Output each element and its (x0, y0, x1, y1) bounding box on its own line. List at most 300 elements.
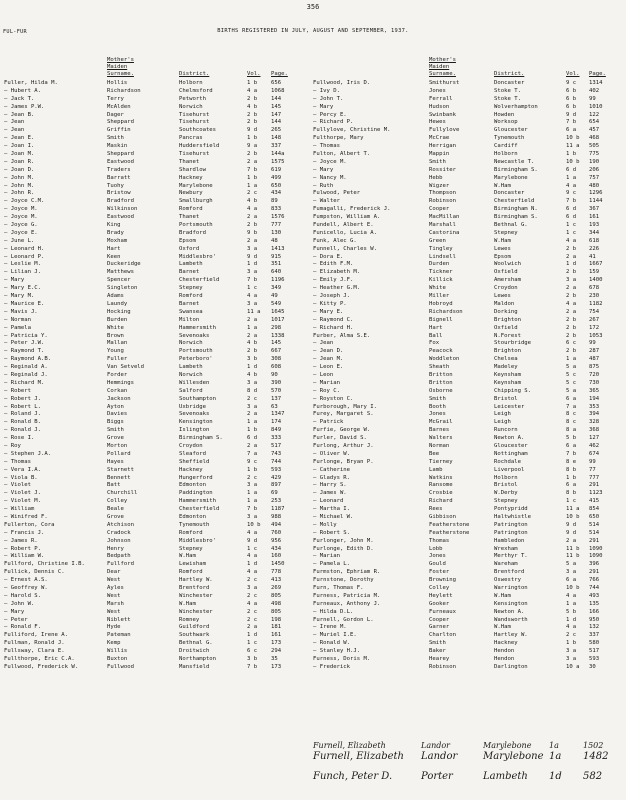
entry-name: — Reginald J. (4, 371, 48, 378)
entry-page: 413 (271, 577, 282, 584)
entry-vol: 2 b (566, 348, 577, 355)
entry-vol: 4 a (566, 300, 577, 307)
entry-page: 144a (271, 151, 285, 158)
table-row (313, 293, 623, 301)
table-row (4, 601, 307, 609)
table-row (313, 467, 623, 475)
table-row (4, 151, 307, 159)
entry-page: 1450 (271, 561, 285, 568)
entry-page: 1144 (589, 198, 603, 205)
entry-district: Lambeth (179, 261, 203, 268)
entry-mother-surname: Terry (107, 95, 124, 102)
entry-district: Portsmouth (179, 222, 213, 229)
entry-vol: 4 a (247, 293, 258, 300)
entry-page: 287 (589, 348, 600, 355)
entry-mother-surname: Garner (429, 624, 450, 631)
entry-page: 267 (589, 316, 600, 323)
table-row (4, 364, 307, 372)
entry-page: 89 (271, 198, 278, 205)
entry-page: 580 (589, 640, 600, 647)
entry-mother-surname: Green (429, 237, 446, 244)
entry-name: — Mary (4, 608, 25, 615)
entry-page: 730 (589, 379, 600, 386)
entry-page: 99 (589, 340, 596, 347)
entry-name: — Lilian J. (4, 269, 42, 276)
entry-name: — Muriel I.E. (313, 632, 357, 639)
entry-district: Salford (179, 387, 203, 394)
entry-page: 49 (271, 293, 278, 300)
entry-vol: 1 c (247, 285, 258, 292)
entry-page: 137 (271, 395, 282, 402)
entry-district: Keynsham (494, 371, 521, 378)
entry-name: — John T. (313, 95, 344, 102)
entry-vol: 9 d (566, 111, 577, 118)
table-row (4, 372, 307, 380)
table-row (313, 538, 623, 546)
table-row (4, 190, 307, 198)
entry-name: — Vera I.A. (4, 466, 42, 473)
entry-page: 1090 (589, 553, 603, 560)
entry-vol: 6 d (247, 435, 258, 442)
table-row (313, 514, 623, 522)
entry-page: 291 (589, 482, 600, 489)
entry-page: 30 (589, 663, 596, 670)
entry-page: 35 (271, 656, 278, 663)
entry-name: — Richard M. (4, 379, 45, 386)
table-row (313, 427, 623, 435)
entry-district: Romney (179, 616, 200, 623)
entry-name: — Stanley H.J. (313, 648, 361, 655)
entry-name: — Joseph J. (313, 293, 351, 300)
table-row (4, 222, 307, 230)
entry-mother-surname: Bee (429, 450, 440, 457)
entry-name: — Winifred F. (4, 513, 48, 520)
entry-vol: 7 b (566, 198, 577, 205)
entry-name: Fumagalli, Frederick J. (313, 206, 391, 213)
entry-vol: 8 d (247, 387, 258, 394)
entry-vol: 5 c (566, 379, 577, 386)
entry-district: Stepney (494, 498, 518, 505)
entry-name: — Pamela (4, 324, 31, 331)
table-row (313, 285, 623, 293)
entry-page: 743 (271, 450, 282, 457)
entry-vol: 1 b (247, 80, 258, 86)
table-row (313, 624, 623, 632)
entry-page: 988 (271, 513, 282, 520)
table-row (4, 451, 307, 459)
entry-page: 127 (589, 435, 600, 442)
table-row (313, 301, 623, 309)
entry-mother-surname: Peacock (429, 348, 453, 355)
entry-page: 190 (589, 158, 600, 165)
table-row (313, 593, 623, 601)
handwritten-row (313, 751, 623, 771)
table-row (4, 553, 307, 561)
entry-name: — Richard H. (313, 324, 354, 331)
table-row (313, 380, 623, 388)
entry-vol: 9 c (566, 80, 577, 86)
entry-district: Thanet (179, 214, 200, 221)
entry-name: — Peter (4, 616, 28, 623)
entry-mother-surname: Featherstone (429, 521, 470, 528)
entry-mother-surname: Starnett (107, 466, 134, 473)
entry-mother-surname: Lamb (429, 466, 443, 473)
entry-district: Oxfield (494, 269, 518, 276)
entry-vol: 3 a (247, 269, 258, 276)
entry-page: 394 (589, 411, 600, 418)
entry-vol: 6 d (566, 166, 577, 173)
entry-name: Furey, Margaret S. (313, 411, 374, 418)
entry-page: 41 (589, 253, 596, 260)
entry-name: — Leslie M. (4, 261, 42, 268)
entry-district: Hartley W. (179, 577, 213, 584)
entry-name: — Reginald A. (4, 364, 48, 371)
entry-vol: 8 c (566, 411, 577, 418)
entry-name: Fullthorpe, Eric C.A. (4, 656, 75, 663)
entry-page: 1338 (271, 332, 285, 339)
entry-page: 173 (271, 640, 282, 647)
entry-mother-surname: Griffin (107, 127, 131, 134)
entry-page: 298 (271, 324, 282, 331)
table-row (313, 656, 623, 664)
entry-mother-surname: Cradock (107, 529, 131, 536)
entry-mother-surname: Tingley (429, 245, 453, 252)
entry-district: Tynemouth (494, 135, 525, 142)
entry-mother-surname: Forder (107, 371, 128, 378)
entry-page: 122 (589, 111, 600, 118)
entry-district: Sevenoaks (179, 332, 210, 339)
table-row (4, 411, 307, 419)
entry-mother-surname: Maskin (107, 143, 128, 150)
entry-name: — Ruth (313, 182, 334, 189)
table-row (4, 609, 307, 617)
entry-district: Hammersmith (179, 324, 217, 331)
entry-name: Fullylove, Christine M. (313, 127, 391, 134)
entry-vol: 4 a (247, 529, 258, 536)
entry-name: — Jean (4, 127, 25, 134)
entry-vol: 7 b (247, 506, 258, 513)
entry-mother-surname: Robinson (429, 198, 456, 205)
entry-name: — Patricia Y. (4, 332, 48, 339)
handwritten-vol: 1a (549, 741, 559, 750)
entry-name: — Stephen J.A. (4, 450, 52, 457)
table-row (4, 632, 307, 640)
entry-name: Fullsway, Clara E. (4, 648, 65, 655)
entry-district: Newton A. (494, 435, 525, 442)
entry-district: Sevenoaks (179, 411, 210, 418)
entry-vol: 9 a (247, 143, 258, 150)
entry-mother-surname: Beale (107, 506, 124, 513)
entry-district: Stepney (494, 229, 518, 236)
entry-mother-surname: Fox (429, 340, 440, 347)
entry-vol: 2 b (247, 111, 258, 118)
table-row (4, 546, 307, 554)
entry-mother-surname: Grove (107, 435, 124, 442)
entry-mother-surname: Hollis (107, 80, 128, 86)
entry-vol: 2 c (247, 577, 258, 584)
entry-page: 194 (589, 395, 600, 402)
entry-vol: 9 d (247, 537, 258, 544)
table-row (4, 624, 307, 632)
entry-page: 1667 (589, 261, 603, 268)
table-row (313, 159, 623, 167)
entry-district: Holborn (494, 474, 518, 481)
entry-vol: 9 b (247, 229, 258, 236)
table-row (313, 419, 623, 427)
entry-district: Chesterfield (494, 198, 535, 205)
entry-page: 130 (271, 229, 282, 236)
entry-mother-surname: Singleton (107, 285, 138, 292)
table-row (4, 285, 307, 293)
entry-page: 514 (589, 529, 600, 536)
entry-district: Willesden (179, 379, 210, 386)
entry-district: Chipping S. (494, 387, 532, 394)
entry-name: Furber, Alma S.E. (313, 332, 371, 339)
table-row (313, 127, 623, 135)
entry-mother-surname: Dager (107, 111, 124, 118)
entry-mother-surname: Bristow (107, 190, 131, 197)
entry-name: Fullick, Dennis C. (4, 569, 65, 576)
entry-name: — William (4, 506, 35, 513)
entry-mother-surname: Watkins (429, 474, 453, 481)
entry-mother-surname: Brady (107, 229, 124, 236)
table-row (4, 269, 307, 277)
entry-district: Dorking (494, 308, 518, 315)
entry-vol: 2 b (247, 151, 258, 158)
entry-page: 166 (589, 608, 600, 615)
entry-page: 365 (589, 387, 600, 394)
entry-vol: 1 b (247, 466, 258, 473)
table-row (4, 388, 307, 396)
entry-vol: 2 a (247, 411, 258, 418)
table-row (4, 648, 307, 656)
entry-vol: 10 a (566, 663, 580, 670)
entry-district: Wareham (494, 561, 518, 568)
entry-name: — Joyce E. (4, 229, 38, 236)
entry-name: — Harry S. (313, 482, 347, 489)
entry-district: Hartley W. (494, 632, 528, 639)
entry-vol: 10 b (566, 585, 580, 591)
entry-vol: 6 c (566, 340, 577, 347)
table-row (313, 104, 623, 112)
entry-name: — Catherine (313, 466, 351, 473)
entry-mother-surname: Tierney (429, 458, 453, 465)
entry-mother-surname: Wilkinson (107, 206, 138, 213)
entry-district: Pontypridd (494, 506, 528, 513)
entry-district: Lewisham (179, 561, 206, 568)
entry-page: 805 (271, 608, 282, 615)
entry-page: 499 (271, 174, 282, 181)
entry-district: Tisehurst (179, 111, 210, 118)
entry-district: W.Ham (494, 624, 511, 631)
entry-name: — Elizabeth M. (313, 269, 361, 276)
entry-district: Winchester (179, 608, 213, 615)
entry-district: Stourbridge (494, 340, 532, 347)
entry-mother-surname: Hyde (107, 624, 121, 631)
entry-district: Darlington (494, 663, 528, 670)
entry-page: 1068 (271, 87, 285, 94)
table-row (4, 506, 307, 514)
entry-mother-surname: Fullylove (429, 127, 460, 134)
left-entries (4, 80, 307, 672)
entry-district: Droitwich (179, 648, 210, 655)
table-row (4, 206, 307, 214)
entry-page: 1296 (589, 190, 603, 197)
entry-mother-surname: King (107, 222, 121, 229)
left-column (4, 52, 307, 672)
entry-vol: 5 a (566, 364, 577, 371)
entry-vol: 4 a (247, 87, 258, 94)
entry-district: Chesterfield (179, 277, 220, 284)
entry-vol: 2 c (247, 616, 258, 623)
entry-page: 854 (589, 506, 600, 513)
entry-name: — Irene M. (313, 624, 347, 631)
entry-district: Nottingham (494, 450, 528, 457)
entry-name: — Jean M. (313, 356, 344, 363)
table-row (4, 214, 307, 222)
entry-vol: 4 a (247, 553, 258, 560)
entry-mother-surname: Thomas (429, 537, 450, 544)
handwritten-name: Funch, Peter D. (313, 771, 393, 782)
table-row (313, 175, 623, 183)
entry-district: Shardlow (179, 166, 206, 173)
entry-mother-surname: West (107, 608, 121, 615)
entry-name: — John R. (4, 190, 35, 197)
entry-vol: 3 a (247, 379, 258, 386)
entry-page: 1053 (589, 332, 603, 339)
entry-page: 147 (271, 111, 282, 118)
table-row (4, 135, 307, 143)
entry-district: Kensington (494, 600, 528, 607)
entry-name: — Ronald J. (4, 427, 42, 434)
entry-page: 144 (271, 119, 282, 126)
entry-district: Epsom (494, 253, 511, 260)
entry-vol: 2 a (566, 308, 577, 315)
entry-vol: 5 c (566, 371, 577, 378)
entry-vol: 10 b (566, 513, 580, 520)
entry-district: Lewes (494, 245, 511, 252)
entry-mother-surname: Hewes (429, 119, 446, 126)
entry-vol: 10 b (566, 135, 580, 142)
entry-vol: 3 a (247, 513, 258, 520)
entry-district: Newcastle T. (494, 158, 535, 165)
entry-vol: 2 c (247, 592, 258, 599)
entry-mother-surname: Fullwood (107, 663, 134, 670)
entry-page: 498 (271, 600, 282, 607)
entry-district: Hambledon (494, 537, 525, 544)
entry-district: Southampton (179, 395, 217, 402)
entry-page: 415 (589, 498, 600, 505)
table-row (313, 522, 623, 530)
entry-name: — Robert L. (4, 403, 42, 410)
table-row (4, 198, 307, 206)
entry-page: 494 (271, 521, 282, 528)
entry-name: — Viola B. (4, 474, 38, 481)
entry-page: 667 (271, 348, 282, 355)
table-row (313, 451, 623, 459)
entry-vol: 1 c (247, 640, 258, 647)
entry-vol: 6 a (566, 395, 577, 402)
table-row (313, 222, 623, 230)
entry-page: 570 (271, 387, 282, 394)
entry-mother-surname: Mallan (107, 340, 128, 347)
entry-mother-surname: Laundy (107, 300, 128, 307)
entry-district: Newton A. (494, 608, 525, 615)
entry-mother-surname: Young (107, 348, 124, 355)
entry-page: 145 (271, 103, 282, 110)
entry-name: Furnstone, Dorothy (313, 577, 374, 584)
entry-vol: 1 d (247, 261, 258, 268)
entry-mother-surname: Henry (107, 545, 124, 552)
entry-page: 328 (589, 419, 600, 426)
column-header (4, 52, 307, 80)
entry-page: 160 (271, 553, 282, 560)
entry-page: 69 (271, 490, 278, 497)
entry-district: Croydon (494, 285, 518, 292)
entry-name: — Joan M. (4, 151, 35, 158)
entry-vol: 2 b (566, 269, 577, 276)
entry-vol: 1 a (247, 182, 258, 189)
entry-district: Croydon (179, 442, 203, 449)
header-page: Page. (589, 71, 606, 77)
entry-district: Islington (179, 427, 210, 434)
entry-vol: 6 a (566, 127, 577, 134)
entry-district: Birmingham N. (494, 206, 538, 213)
entry-vol: 1 a (566, 174, 577, 181)
entry-district: Newbury (179, 190, 203, 197)
entry-name: — Molly (313, 521, 337, 528)
entry-name: — Walter (313, 198, 340, 205)
entry-page: 777 (589, 474, 600, 481)
entry-district: Doncaster (494, 80, 525, 86)
entry-name: — Maurice E. (4, 300, 45, 307)
entry-page: 390 (271, 379, 282, 386)
entry-vol: 1 b (247, 427, 258, 434)
entry-name: — Joyce M. (4, 206, 38, 213)
entry-name: — Jean D. (313, 348, 344, 355)
entry-name: — Marian (313, 379, 340, 386)
handwritten-row (313, 771, 623, 791)
entry-mother-surname: Tickner (429, 269, 453, 276)
entry-page: 367 (589, 206, 600, 213)
table-row (313, 183, 623, 191)
entry-page: 1575 (271, 158, 285, 165)
table-row (4, 159, 307, 167)
table-row (313, 112, 623, 120)
entry-mother-surname: Marsh (107, 600, 124, 607)
handwritten-entries (313, 741, 623, 791)
entry-district: Wolverhampton (494, 103, 538, 110)
handwritten-name: Furnell, Elizabeth (313, 741, 386, 750)
table-row (313, 88, 623, 96)
header-page: Page. (271, 71, 288, 77)
entry-mother-surname: Barnes (429, 427, 450, 434)
entry-vol: 11 a (247, 308, 261, 315)
entry-district: Pancras (179, 135, 203, 142)
entry-district: Liverpool (494, 466, 525, 473)
entry-page: 462 (589, 442, 600, 449)
right-entries (313, 80, 623, 672)
entry-name: — Mavis J. (4, 308, 38, 315)
table-row (313, 435, 623, 443)
table-row (4, 325, 307, 333)
entry-district: Barnet (179, 300, 200, 307)
entry-name: Furness, Doris M. (313, 656, 371, 663)
entry-page: 90 (271, 371, 278, 378)
entry-name: Funicello, Lucia A. (313, 229, 377, 236)
entry-name: Fuller, Hilda M. (4, 80, 58, 86)
entry-vol: 8 b (566, 466, 577, 473)
